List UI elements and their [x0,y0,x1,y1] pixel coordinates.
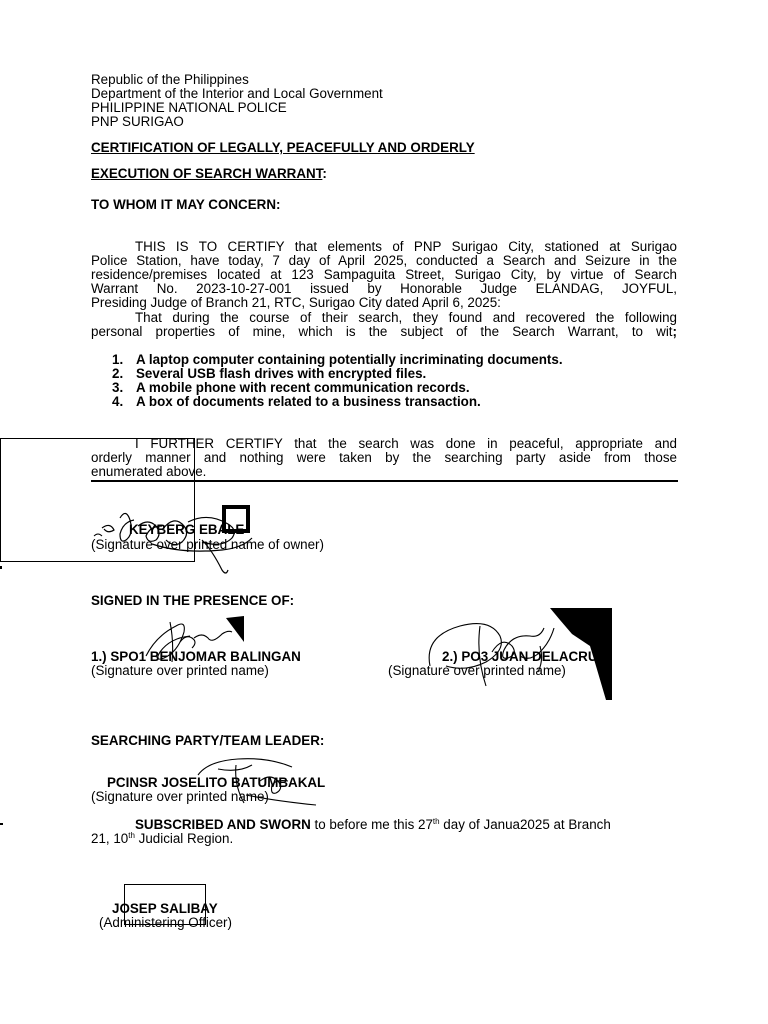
certify-line-1: THIS IS TO CERTIFY that elements of PNP Surigao City, stationed at Surigao [135,239,677,254]
list-item-number: 4. [112,394,124,409]
sworn-line-2 [91,832,233,846]
salutation: TO WHOM IT MAY CONCERN: [91,197,281,212]
certify-paragraph [91,240,677,310]
list-item-text: Several USB flash drives with encrypted files. [136,366,427,381]
list-item [112,353,563,367]
list-item [112,367,563,381]
certify-line-5: Presiding Judge of Branch 21, RTC, Surigao City dated April 6, 2025: [91,295,501,310]
sworn-ordinal-2: th [128,831,135,840]
sworn-text-4: Judicial Region. [134,831,234,846]
document-title-line2 [91,167,327,181]
header-republic: Republic of the Philippines [91,72,249,87]
title-colon: : [322,166,327,181]
witness1-name: 1.) SPO1 BENJOMAR BALINGAN [91,649,301,664]
owner-name: KEYBERG EBALE [129,522,245,537]
list-item-number: 3. [112,380,124,395]
officer-caption: (Administering Officer) [99,915,232,930]
margin-tick-mark [0,823,3,825]
title-warrant-text: EXECUTION OF SEARCH WARRANT [91,166,323,181]
header-pnp: PHILIPPINE NATIONAL POLICE [91,100,287,115]
team-heading: SEARCHING PARTY/TEAM LEADER: [91,733,325,748]
recovered-line-2-semicolon: ; [672,324,677,339]
witness2-caption: (Signature over printed name) [388,663,566,678]
further-line-1: I FURTHER CERTIFY that the search was done in peaceful, appropriate and [135,436,677,451]
certify-line-2: Police Station, have today, 7 day of April 2025, conducted a Search and Seizure in the [91,253,677,268]
margin-tick-mark [0,566,2,569]
sworn-ordinal-1: th [432,817,440,826]
witness2-name: 2.) PO3 JUAN DELACRUZ [442,649,606,664]
further-line-2: orderly manner and nothing were taken by the searching party aside from those [91,450,677,465]
recovered-line-2 [91,325,677,339]
list-item-text: A laptop computer containing potentially incriminating documents. [136,352,563,367]
recovered-paragraph [91,311,677,339]
seized-items-list [112,353,563,409]
witness1-caption: (Signature over printed name) [91,663,269,678]
recovered-line-1: That during the course of their search, they found and recovered the following [135,310,677,325]
sworn-text-1: to before me this 27 [310,817,433,832]
officer-name: JOSEP SALIBAY [112,901,218,916]
sworn-bold-text: SUBSCRIBED AND SWORN [135,817,311,832]
leader-caption: (Signature over printed name) [91,789,269,804]
list-item-text: A mobile phone with recent communication records. [136,380,470,395]
presence-heading: SIGNED IN THE PRESENCE OF: [91,593,295,608]
list-item-text: A box of documents related to a business transaction. [136,394,481,409]
certify-line-4: Warrant No. 2023-10-27-001 issued by Honorable Judge ELANDAG, JOYFUL, [91,281,677,296]
document-title-line1: CERTIFICATION OF LEGALLY, PEACEFULLY AND ORDERLY [91,140,475,155]
certify-line-3: residence/premises located at 123 Sampaguita Street, Surigao City, by virtue of Search [91,267,677,282]
sworn-text-3: 21, 10 [91,831,129,846]
owner-caption: (Signature over printed name of owner) [91,537,324,552]
list-item [112,381,563,395]
list-item-number: 1. [112,352,124,367]
list-item-number: 2. [112,366,124,381]
header-department: Department of the Interior and Local Government [91,86,383,101]
leader-name: PCINSR JOSELITO BATUMBAKAL [107,775,326,790]
header-pnp-surigao: PNP SURIGAO [91,114,184,129]
sworn-text-2: day of Janua2025 at Branch [439,817,611,832]
sworn-line-1 [135,818,611,832]
list-item [112,395,563,409]
recovered-line-2-text: personal properties of mine, which is the subject of the Search Warrant, to wit [91,324,673,339]
further-line-3: enumerated above. [91,464,207,479]
